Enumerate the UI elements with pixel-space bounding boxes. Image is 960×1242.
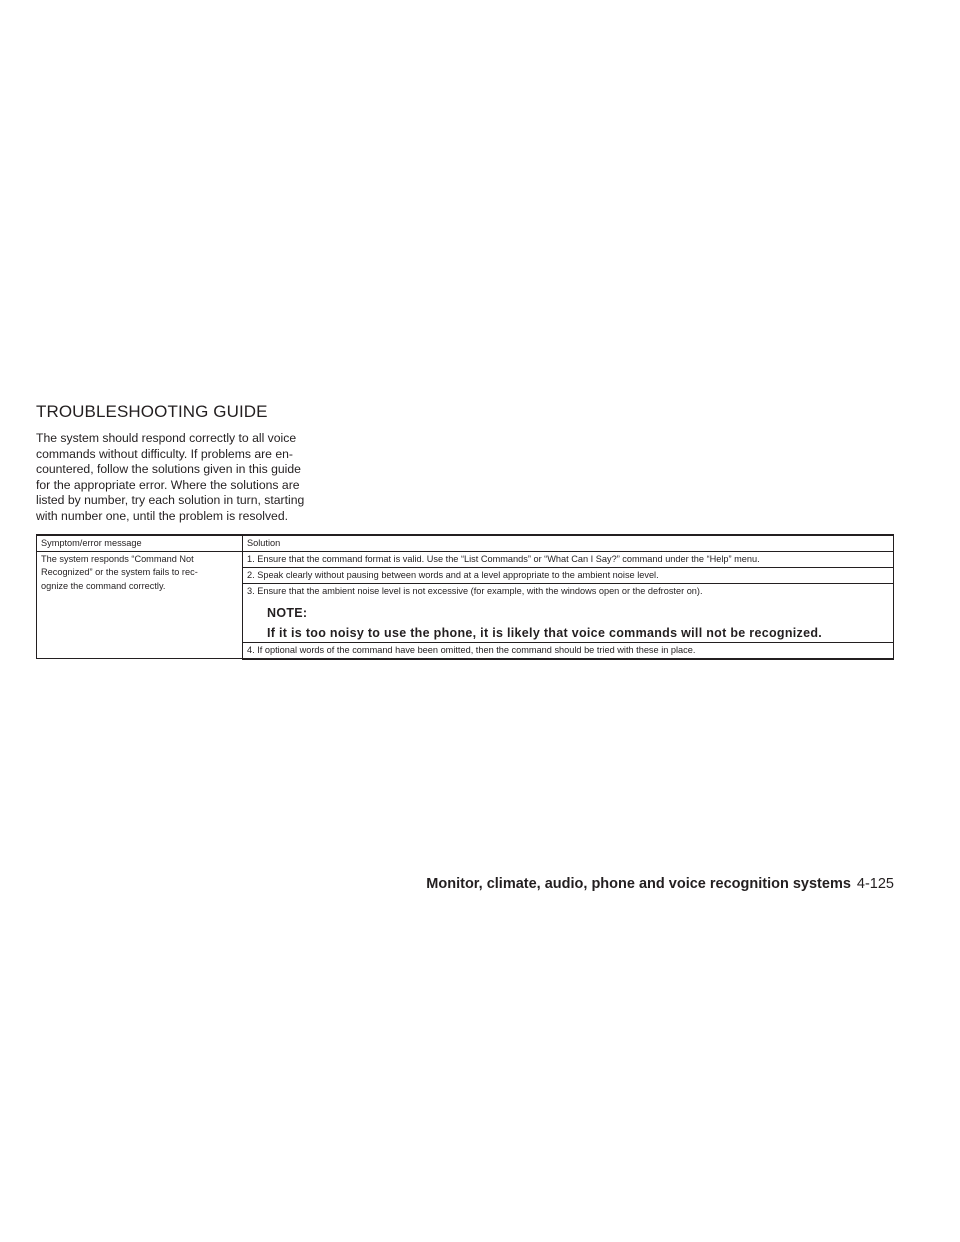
solution-step-3-cell xyxy=(243,583,894,642)
symptom-cell xyxy=(37,551,243,659)
intro-line: listed by number, try each solution in turn, starting xyxy=(36,493,305,508)
solution-step-2: 2. Speak clearly without pausing between words and at a level appropriate to the ambient noise level. xyxy=(243,567,894,583)
intro-line: for the appropriate error. Where the solutions are xyxy=(36,477,300,492)
solution-step-4: 4. If optional words of the command have been omitted, then the command should be tried with these in place. xyxy=(243,642,894,659)
solution-step-3: 3. Ensure that the ambient noise level is not excessive (for example, with the windows open or the defroster on). xyxy=(247,585,703,596)
solution-step-1: 1. Ensure that the command format is valid. Use the “List Commands” or “What Can I Say?” command under the “Help” menu. xyxy=(243,551,894,567)
symptom-line: Recognized” or the system fails to rec- xyxy=(41,567,198,578)
troubleshooting-table xyxy=(36,534,894,660)
intro-line: with number one, until the problem is resolved. xyxy=(36,508,289,523)
note-label: NOTE: xyxy=(267,605,308,620)
section-heading: TROUBLESHOOTING GUIDE xyxy=(36,402,268,421)
table-header-row xyxy=(37,535,894,552)
symptom-line: The system responds “Command Not xyxy=(41,553,194,564)
symptom-line: ognize the command correctly. xyxy=(41,580,166,591)
note-text: If it is too noisy to use the phone, it is likely that voice commands will not be recognized. xyxy=(267,625,823,640)
page-footer xyxy=(426,876,894,892)
header-solution: Solution xyxy=(243,535,894,552)
intro-line: The system should respond correctly to all voice xyxy=(36,431,297,445)
intro-line: commands without difficulty. If problems are en- xyxy=(36,446,293,461)
table-row xyxy=(37,551,894,567)
troubleshooting-section xyxy=(36,402,896,660)
intro-paragraph xyxy=(36,431,314,525)
header-symptom: Symptom/error message xyxy=(37,535,243,552)
footer-section-title: Monitor, climate, audio, phone and voice recognition systems xyxy=(426,876,851,892)
intro-line: countered, follow the solutions given in this guide xyxy=(36,462,301,477)
page-number: 4-125 xyxy=(856,876,894,892)
